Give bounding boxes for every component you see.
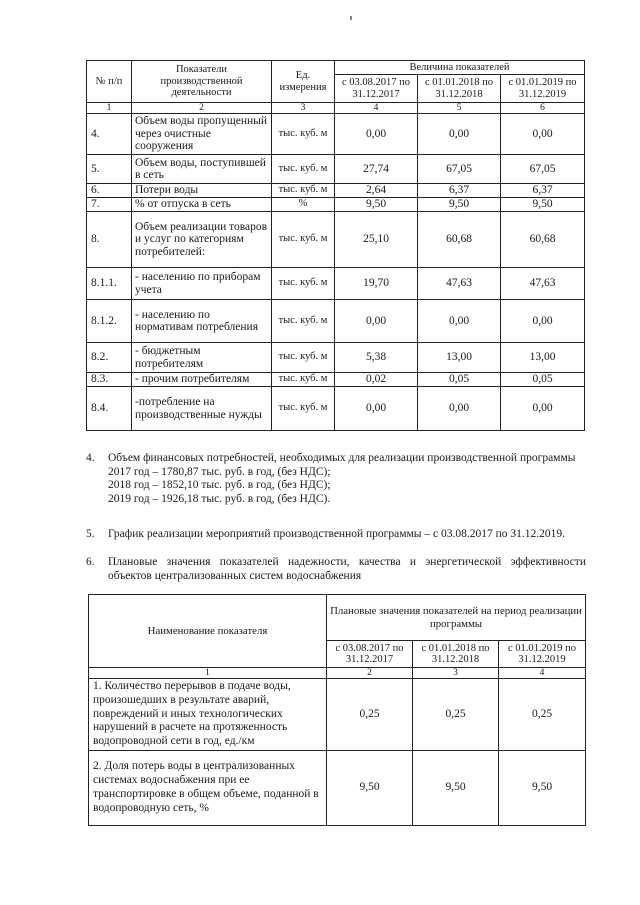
- row-value: 5,38: [335, 343, 418, 373]
- schedule-item: [86, 528, 586, 542]
- table-index-row: [89, 668, 586, 679]
- row-value: 13,00: [501, 343, 585, 373]
- header-num: № п/п: [87, 61, 132, 103]
- table-row: [87, 155, 585, 184]
- header-period-2018: с 01.01.2018 по 31.12.2018: [413, 641, 499, 668]
- row-value: 0,00: [501, 114, 585, 155]
- row-unit: тыс. куб. м: [272, 300, 335, 343]
- table-row: [89, 751, 586, 826]
- row-value: 60,68: [418, 212, 501, 268]
- header-values: Величина показателей: [335, 61, 585, 75]
- row-unit: тыс. куб. м: [272, 343, 335, 373]
- row-value: 6,37: [501, 184, 585, 198]
- finance-line-2019: 2019 год – 1926,18 тыс. руб. в год, (без НДС).: [108, 492, 331, 505]
- header-period-2019: с 01.01.2019 по 31.12.2019: [499, 641, 586, 668]
- header-unit: Ед. измерения: [272, 61, 335, 103]
- row-name: - бюджетным потребителям: [132, 343, 272, 373]
- table-header-row: [89, 595, 586, 641]
- header-indicator: Показатели производственной деятельности: [132, 61, 272, 103]
- row-value: 0,00: [418, 114, 501, 155]
- row-unit: тыс. куб. м: [272, 387, 335, 431]
- col-index: 3: [413, 668, 499, 679]
- row-value: 9,50: [327, 751, 413, 826]
- row-value: 0,25: [413, 679, 499, 751]
- row-value: 47,63: [501, 268, 585, 300]
- scan-mark: [350, 16, 352, 20]
- row-value: 9,50: [499, 751, 586, 826]
- table-row: [87, 300, 585, 343]
- table-row: [89, 679, 586, 751]
- col-index: 2: [132, 103, 272, 114]
- item-number: 5.: [86, 528, 95, 540]
- row-name: 2. Доля потерь воды в централизованных системах водоснабжения при ее транспортировке в общем объеме, поданной в водопроводную сеть, %: [89, 751, 327, 826]
- table-row: [87, 184, 585, 198]
- table-row: [87, 212, 585, 268]
- row-value: 0,00: [418, 387, 501, 431]
- row-number: 7.: [87, 198, 132, 212]
- col-index: 1: [89, 668, 327, 679]
- row-number: 8.1.1.: [87, 268, 132, 300]
- item-text: Объем финансовых потребностей, необходимых для реализации производственной программы: [108, 452, 576, 464]
- row-value: 9,50: [413, 751, 499, 826]
- row-number: 6.: [87, 184, 132, 198]
- row-name: - населению по нормативам потребления: [132, 300, 272, 343]
- header-period-2017: с 03.08.2017 по 31.12.2017: [327, 641, 413, 668]
- row-unit: тыс. куб. м: [272, 212, 335, 268]
- row-value: 0,00: [335, 300, 418, 343]
- financial-needs-item: [86, 452, 586, 506]
- row-value: 25,10: [335, 212, 418, 268]
- row-unit: тыс. куб. м: [272, 155, 335, 184]
- item-number: 6.: [86, 556, 95, 568]
- row-value: 9,50: [501, 198, 585, 212]
- col-index: 4: [499, 668, 586, 679]
- item-number: 4.: [86, 452, 95, 464]
- col-index: 4: [335, 103, 418, 114]
- row-value: 67,05: [501, 155, 585, 184]
- row-unit: %: [272, 198, 335, 212]
- row-number: 8.: [87, 212, 132, 268]
- row-value: 0,05: [501, 373, 585, 387]
- row-value: 2,64: [335, 184, 418, 198]
- planned-values-table: [88, 594, 586, 826]
- row-number: 8.3.: [87, 373, 132, 387]
- row-value: 0,00: [418, 300, 501, 343]
- row-name: Объем воды пропущенный через очистные сооружения: [132, 114, 272, 155]
- row-value: 0,00: [501, 387, 585, 431]
- row-number: 8.4.: [87, 387, 132, 431]
- row-name: % от отпуска в сеть: [132, 198, 272, 212]
- item-text: Плановые значения показателей надежности, качества и энергетической эффективности объектов централизованных систем водоснабжения: [108, 556, 586, 582]
- table-row: [87, 387, 585, 431]
- row-value: 9,50: [418, 198, 501, 212]
- row-name: Объем воды, поступившей в сеть: [132, 155, 272, 184]
- row-name: - прочим потребителям: [132, 373, 272, 387]
- planned-indicators-item: [86, 556, 586, 583]
- row-name: -потребление на производственные нужды: [132, 387, 272, 431]
- header-name: Наименование показателя: [89, 595, 327, 668]
- col-index: 6: [501, 103, 585, 114]
- row-number: 4.: [87, 114, 132, 155]
- row-name: 1. Количество перерывов в подаче воды, произошедших в результате аварий, повреждений и иных технологических нарушений в расчете на протяженность водопроводной сети в год, ед./км: [89, 679, 327, 751]
- row-unit: тыс. куб. м: [272, 184, 335, 198]
- row-unit: тыс. куб. м: [272, 268, 335, 300]
- row-number: 8.1.2.: [87, 300, 132, 343]
- table-row: [87, 114, 585, 155]
- row-value: 0,02: [335, 373, 418, 387]
- row-unit: тыс. куб. м: [272, 114, 335, 155]
- table-index-row: [87, 103, 585, 114]
- table-row: [87, 198, 585, 212]
- row-value: 9,50: [335, 198, 418, 212]
- finance-line-2017: 2017 год – 1780,87 тыс. руб. в год, (без НДС);: [108, 465, 331, 478]
- col-index: 2: [327, 668, 413, 679]
- row-number: 5.: [87, 155, 132, 184]
- header-period-2018: с 01.01.2018 по 31.12.2018: [418, 75, 501, 103]
- col-index: 3: [272, 103, 335, 114]
- row-name: Потери воды: [132, 184, 272, 198]
- row-value: 0,25: [327, 679, 413, 751]
- row-name: Объем реализации товаров и услуг по категориям потребителей:: [132, 212, 272, 268]
- table-header-row: [87, 61, 585, 75]
- row-unit: тыс. куб. м: [272, 373, 335, 387]
- row-value: 6,37: [418, 184, 501, 198]
- row-value: 27,74: [335, 155, 418, 184]
- header-planned-values: Плановые значения показателей на период реализации программы: [327, 595, 586, 641]
- col-index: 5: [418, 103, 501, 114]
- row-value: 0,05: [418, 373, 501, 387]
- table-row: [87, 343, 585, 373]
- production-indicators-table: [86, 60, 585, 431]
- row-value: 0,00: [335, 114, 418, 155]
- table-row: [87, 373, 585, 387]
- row-value: 67,05: [418, 155, 501, 184]
- table-row: [87, 268, 585, 300]
- row-value: 47,63: [418, 268, 501, 300]
- header-period-2019: с 01.01.2019 по 31.12.2019: [501, 75, 585, 103]
- row-name: - населению по приборам учета: [132, 268, 272, 300]
- row-value: 0,00: [335, 387, 418, 431]
- row-value: 0,00: [501, 300, 585, 343]
- row-value: 0,25: [499, 679, 586, 751]
- row-value: 60,68: [501, 212, 585, 268]
- row-number: 8.2.: [87, 343, 132, 373]
- row-value: 19,70: [335, 268, 418, 300]
- finance-line-2018: 2018 год – 1852,10 тыс. руб. в год, (без НДС);: [108, 479, 331, 491]
- row-value: 13,00: [418, 343, 501, 373]
- item-text: График реализации мероприятий производственной программы – с 03.08.2017 по 31.12.2019.: [108, 528, 566, 540]
- col-index: 1: [87, 103, 132, 114]
- header-period-2017: с 03.08.2017 по 31.12.2017: [335, 75, 418, 103]
